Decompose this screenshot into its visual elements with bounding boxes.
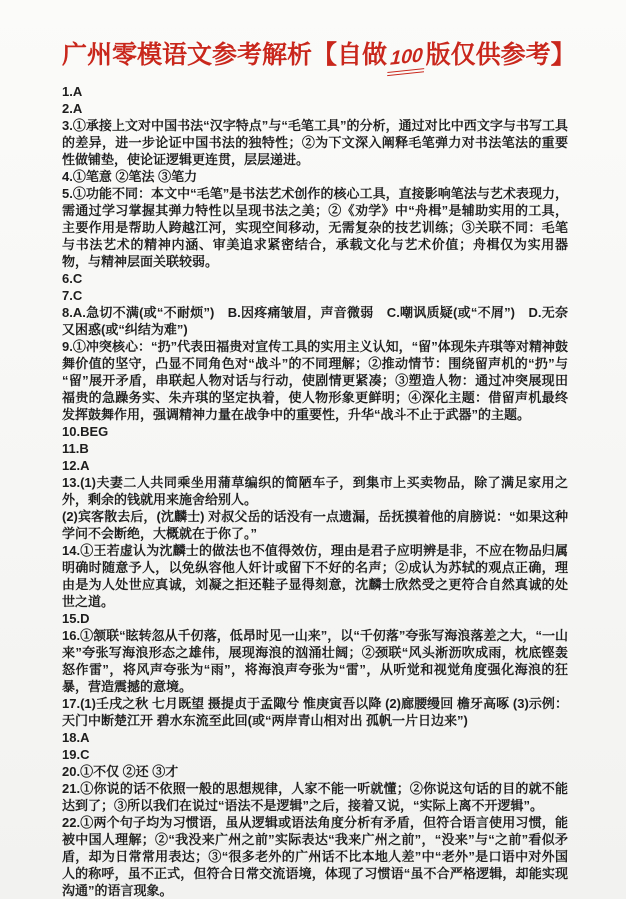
answer-5: 5.①功能不同：本文中“毛笔”是书法艺术创作的核心工具，直接影响笔法与艺术表现力，需通过学习掌握其弹力特性以呈现书法之美；②《劝学》中“舟楫”是辅助实用的工具，主要作用是帮助人跨越江河，实现空间移动，无需复杂的技艺训练；③关联不同：毛笔与书法艺术的精神内涵、审美追求紧密结合，承载文化与艺术价值；舟楫仅为实用器物，与精神层面关联较弱。 (62, 185, 568, 269)
title-prefix: 广州零模语文参考解析【自做 (62, 41, 388, 69)
answer-9: 9.①冲突核心：“扔”代表田福贵对宣传工具的实用主义认知，“留”体现朱卉琪等对精神鼓舞价值的坚守，凸显不同角色对“战斗”的不同理解；②推动情节：围绕留声机的“扔”与“留”展开矛盾，串联起人物对话与行动，使剧情更紧凑；③塑造人物：通过冲突展现田福贵的急躁务实、朱卉琪的坚定执着，使人物形象更鲜明；④深化主题：借留声机最终发挥鼓舞作用，强调精神力量在战争中的重要性，升华“战斗不止于武器”的主题。 (62, 338, 568, 422)
answer-14: 14.①王若虚认为沈麟士的做法也不值得效仿，理由是君子应明辨是非，不应在物品归属明确时随意予人，以免纵容他人奸计或留下不好的名声；②成认为苏轼的观点正确，理由是为人处世应真诚，刘凝之拒还鞋子显得刻意，沈麟士欣然受之更符合自然真诚的处世之道。 (62, 542, 568, 609)
answer-6: 6.C (62, 270, 83, 286)
hundred-points-icon: 100 (387, 46, 425, 76)
answers-list (62, 83, 568, 899)
answer-7: 7.C (62, 287, 83, 303)
answer-21: 21.①你说的话不依照一般的思想规律，人家不能一听就懂；②你说这句话的目的就不能达到了；③所以我们在说过“语法不是逻辑”之后，接着又说，“实际上离不开逻辑”。 (62, 780, 568, 813)
title-suffix: 版仅供参考】 (425, 41, 576, 69)
answer-20: 20.①不仅 ②还 ③才 (62, 763, 179, 779)
answer-11: 11.B (62, 440, 89, 456)
answer-18: 18.A (62, 729, 90, 745)
answer-2: 2.A (62, 100, 83, 116)
answer-8: 8.A.急切不满(或“不耐烦”) B.因疼痛皱眉，声音微弱 C.嘲讽质疑(或“不屑”) D.无奈又困惑(或“纠结为难”) (62, 304, 568, 337)
page-title (62, 40, 576, 74)
answer-3: 3.①承接上文对中国书法“汉字特点”与“毛笔工具”的分析，通过对比中西文字与书写工具的差异，进一步论证中国书法的独特性；②为下文深入阐释毛笔弹力对书法笔法的重要性做铺垫，使论证逻辑更连贯，层层递进。 (62, 117, 568, 167)
answer-16: 16.①颔联“眩转忽从千仞落，低昂时见一山来”，以“千仞落”夸张写海浪落差之大，“一山来”夸张写海浪形态之雄伟，展现海浪的汹涌壮阔；②颈联“风头淅沥吹成雨，枕底铿轰怒作雷”，将风声夸张为“雨”，将海浪声夸张为“雷”，从听觉和视觉角度强化海浪的狂暴，营造震撼的意境。 (62, 627, 568, 694)
answer-13-2: (2)宾客散去后，(沈麟士) 对叔父岳的话没有一点遗漏，岳抚摸着他的肩膀说：“如果这种学问不会断绝，大概就在于你了。” (62, 508, 568, 541)
answer-10: 10.BEG (62, 423, 109, 439)
answer-12: 12.A (62, 457, 90, 473)
answer-13-1: 13.(1)夫妻二人共同乘坐用蒲草编织的简陋车子，到集市上买卖物品，除了满足家用之外，剩余的钱就用来施舍给别人。 (62, 474, 568, 507)
answer-4: 4.①笔意 ②笔法 ③笔力 (62, 168, 198, 184)
answer-1: 1.A (62, 83, 83, 99)
answer-19: 19.C (62, 746, 90, 762)
answer-15: 15.D (62, 610, 90, 626)
answer-17: 17.(1)壬戌之秋 七月既望 摄提贞于孟陬兮 惟庚寅吾以降 (2)廊腰缦回 檐牙高啄 (3)示例：天门中断楚江开 碧水东流至此回(或“两岸青山相对出 孤帆一片日边来”) (62, 695, 568, 728)
answer-22: 22.①两个句子均为习惯语，虽从逻辑或语法角度分析有矛盾，但符合语言使用习惯，能被中国人理解；②“我没来广州之前”实际表达“我来广州之前”，“没来”与“之前”看似矛盾，却为日常常用表达；③“很多老外的广州话不比本地人差”中“老外”是口语中对外国人的称呼，虽不正式，但符合日常交流语境，体现了习惯语“虽不合严格逻辑，却能实现沟通”的语言现象。 (62, 814, 568, 898)
